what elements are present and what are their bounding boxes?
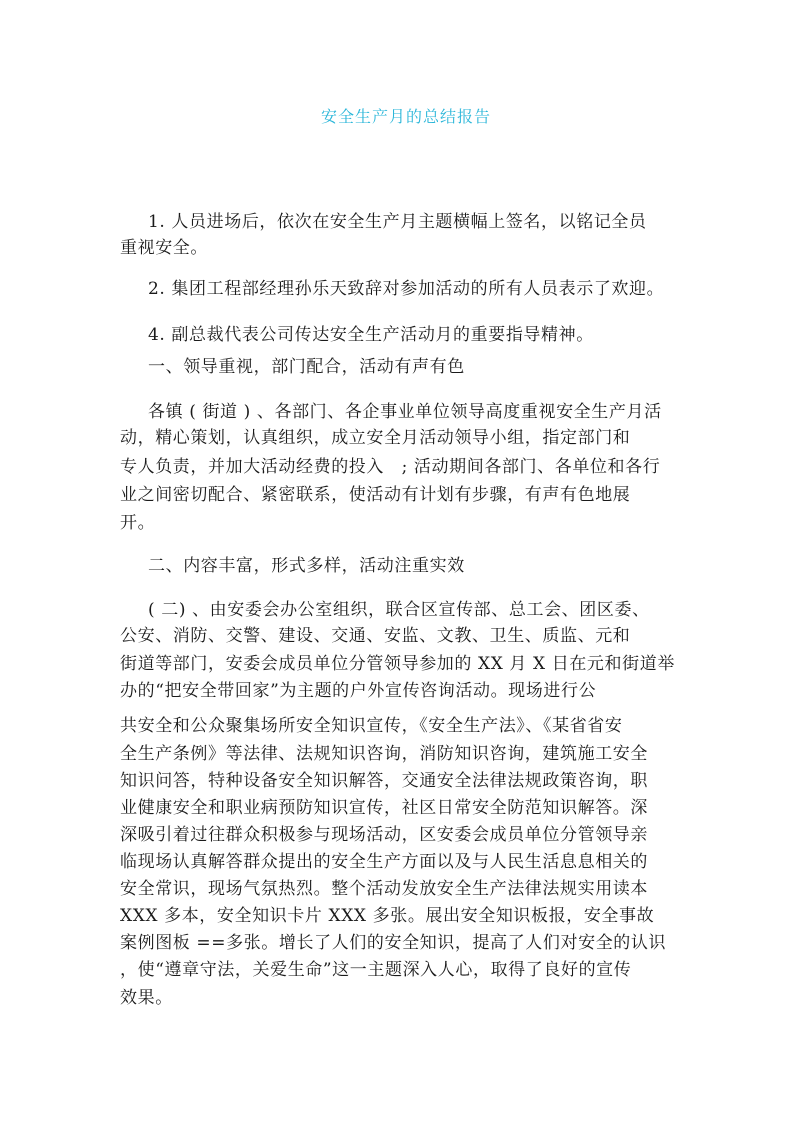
paragraph-line: 业之间密切配合、紧密联系，使活动有计划有步骤，有声有色地展 bbox=[120, 485, 631, 505]
paragraph-line: ，使“遵章守法，关爱生命”这一主题深入人心，取得了良好的宣传 bbox=[120, 960, 632, 980]
paragraph-line: 公安、消防、交警、建设、交通、安监、文教、卫生、质监、元和 bbox=[120, 626, 631, 646]
document-title: 安全生产月的总结报告 bbox=[320, 107, 491, 126]
paragraph-line: 办的“把安全带回家”为主题的户外宣传咨询活动。现场进行公 bbox=[120, 681, 597, 701]
paragraph-line: 动，精心策划，认真组织，成立安全月活动领导小组，指定部门和 bbox=[120, 428, 631, 448]
paragraph-line: 各镇 ( 街道 ) 、各部门、各企事业单位领导高度重视安全生产月活 bbox=[148, 402, 662, 422]
paragraph-line: 深吸引着过往群众积极参与现场活动，区安委会成员单位分管领导亲 bbox=[120, 825, 648, 845]
paragraph-line: ( 二) 、由安委会办公室组织，联合区宣传部、总工会、团区委、 bbox=[148, 600, 650, 620]
paragraph-line: 1. 人员进场后，依次在安全生产月主题横幅上签名，以铭记全员 bbox=[148, 212, 647, 232]
paragraph-line: 业健康安全和职业病预防知识宣传，社区日常安全防范知识解答。深 bbox=[120, 798, 648, 818]
section-heading: 一、领导重视，部门配合，活动有声有色 bbox=[148, 357, 465, 377]
section-heading: 二、内容丰富，形式多样，活动注重实效 bbox=[148, 556, 465, 576]
paragraph-line: 街道等部门，安委会成员单位分管领导参加的 XX 月 X 日在元和街道举 bbox=[120, 654, 675, 674]
paragraph-line: 案例图板 ==多张。增长了人们的安全知识，提高了人们对安全的认识 bbox=[120, 933, 667, 953]
paragraph-line: 知识问答，特种设备安全知识解答，交通安全法律法规政策咨询，职 bbox=[120, 771, 648, 791]
paragraph-line: XXX 多本，安全知识卡片 XXX 多张。展出安全知识板报，安全事故 bbox=[120, 906, 655, 926]
paragraph-line: 临现场认真解答群众提出的安全生产方面以及与人民生活息息相关的 bbox=[120, 852, 648, 872]
paragraph-line: 安全常识，现场气氛热烈。整个活动发放安全生产法律法规实用读本 bbox=[120, 879, 648, 899]
paragraph-line: 效果。 bbox=[120, 988, 173, 1008]
paragraph-line: 2. 集团工程部经理孙乐天致辞对参加活动的所有人员表示了欢迎。 bbox=[148, 279, 665, 299]
paragraph-line: 重视安全。 bbox=[120, 238, 208, 258]
paragraph-line: 专人负责，并加大活动经费的投入 ; 活动期间各部门、各单位和各行 bbox=[120, 457, 661, 477]
paragraph-line: 4. 副总裁代表公司传达安全生产活动月的重要指导精神。 bbox=[148, 325, 594, 345]
paragraph-line: 开。 bbox=[120, 513, 156, 533]
paragraph-line: 全生产条例》等法律、法规知识咨询，消防知识咨询，建筑施工安全 bbox=[120, 744, 648, 764]
paragraph-line: 共安全和公众聚集场所安全知识宣传，《安全生产法》、《某省省安 bbox=[120, 716, 623, 736]
